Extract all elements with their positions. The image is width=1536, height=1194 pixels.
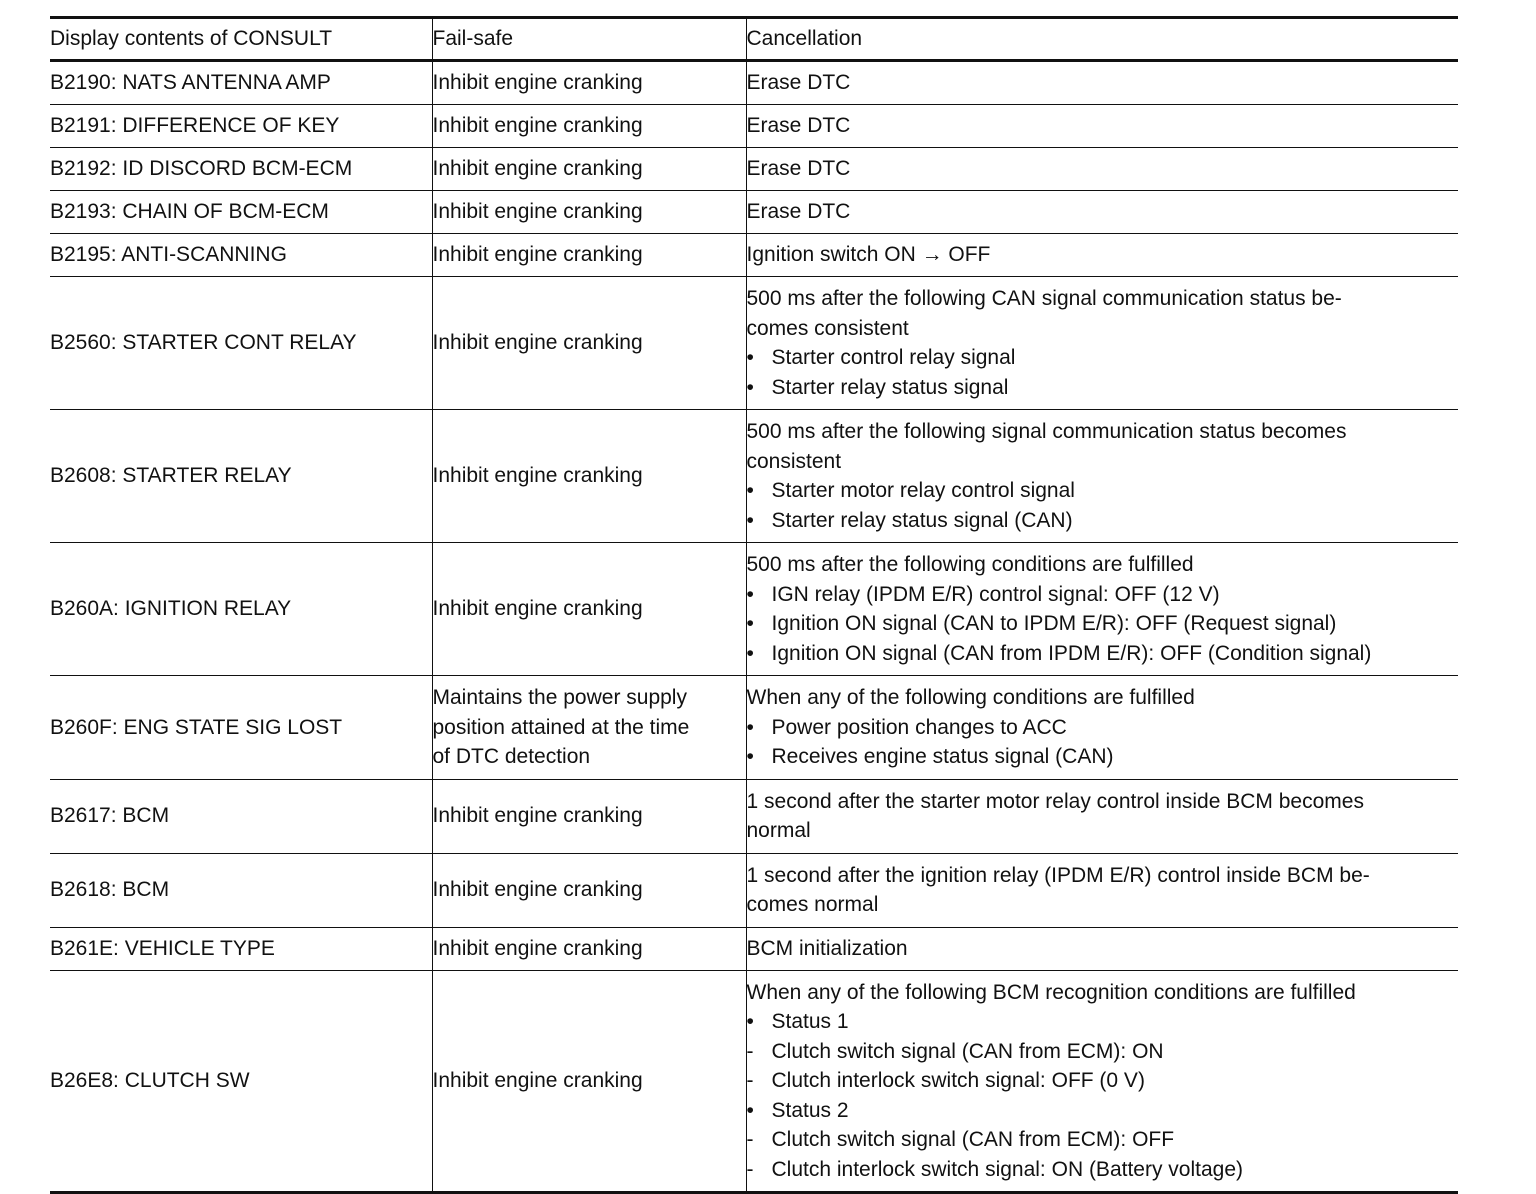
dtc-code-cell: B2560: STARTER CONT RELAY — [50, 277, 432, 410]
cancellation-cell — [746, 277, 1458, 410]
table-row — [50, 927, 1458, 970]
fail-safe-line: Inhibit engine cranking — [432, 936, 643, 960]
cancellation-list-item — [747, 506, 1459, 536]
cancellation-cell — [746, 105, 1458, 148]
list-item-text: Clutch interlock switch signal: ON (Battery voltage) — [771, 1157, 1244, 1181]
table-row — [50, 105, 1458, 148]
fail-safe-line: Inhibit engine cranking — [432, 243, 643, 267]
cancellation-list-item — [747, 1007, 1459, 1037]
cancellation-cell — [746, 543, 1458, 676]
fail-safe-line: Inhibit engine cranking — [432, 464, 643, 488]
dtc-code-cell: B2617: BCM — [50, 779, 432, 853]
table-row — [50, 148, 1458, 191]
fail-safe-cell — [432, 61, 746, 105]
list-item-text: IGN relay (IPDM E/R) control signal: OFF (12 V) — [771, 582, 1220, 606]
dtc-code-cell: B2608: STARTER RELAY — [50, 410, 432, 543]
list-item-text: Starter control relay signal — [771, 346, 1016, 369]
cancellation-line: comes normal — [746, 893, 879, 916]
fail-safe-line: Inhibit engine cranking — [432, 157, 643, 181]
cancellation-cell — [746, 676, 1458, 780]
list-marker: - — [746, 1157, 754, 1181]
cancellation-list-item — [747, 373, 1459, 403]
list-item-text: Receives engine status signal (CAN) — [771, 745, 1114, 768]
header-cancellation: Cancellation — [746, 27, 863, 51]
list-marker: - — [746, 1069, 754, 1092]
list-item-text: Clutch switch signal (CAN from ECM): ON — [771, 1039, 1164, 1063]
list-marker: • — [746, 641, 754, 665]
table-body — [50, 61, 1458, 1193]
fail-safe-line: Maintains the power supply — [432, 686, 687, 709]
table-row — [50, 61, 1458, 105]
cancellation-line: comes consistent — [746, 316, 909, 340]
cancellation-line: normal — [746, 819, 811, 842]
list-item-text: Starter motor relay control signal — [771, 479, 1075, 502]
list-marker: - — [746, 1039, 754, 1063]
table-row — [50, 970, 1458, 1193]
fail-safe-cell — [432, 105, 746, 148]
fail-safe-cell — [432, 234, 746, 277]
cancellation-line: Erase DTC — [746, 157, 851, 181]
cancellation-list-item — [747, 1125, 1459, 1155]
fail-safe-cell — [432, 779, 746, 853]
list-marker: • — [746, 715, 754, 739]
dtc-code-cell: B2195: ANTI-SCANNING — [50, 234, 432, 277]
fail-safe-cell — [432, 543, 746, 676]
table-row — [50, 853, 1458, 927]
dtc-code-cell: B2193: CHAIN OF BCM-ECM — [50, 191, 432, 234]
table-row — [50, 191, 1458, 234]
table-row — [50, 277, 1458, 410]
fail-safe-line: Inhibit engine cranking — [432, 804, 643, 828]
cancellation-line: When any of the following conditions are fulfilled — [746, 686, 1195, 709]
header-display-contents: Display contents of CONSULT — [50, 18, 432, 61]
fail-safe-cell — [432, 277, 746, 410]
list-marker: • — [746, 612, 754, 635]
fail-safe-line: Inhibit engine cranking — [432, 1069, 643, 1092]
cancellation-line: 500 ms after the following conditions are fulfilled — [746, 553, 1194, 576]
cancellation-list-item — [747, 609, 1459, 639]
cancellation-list-item — [747, 1155, 1459, 1185]
cancellation-line: 500 ms after the following CAN signal communication status be- — [746, 287, 1342, 310]
list-marker: • — [746, 1098, 754, 1122]
cancellation-line: consistent — [746, 449, 842, 473]
fail-safe-line: Inhibit engine cranking — [432, 114, 643, 138]
list-item-text: Clutch switch signal (CAN from ECM): OFF — [771, 1128, 1175, 1151]
fail-safe-line: Inhibit engine cranking — [432, 597, 643, 621]
table-row — [50, 543, 1458, 676]
cancellation-cell — [746, 853, 1458, 927]
fail-safe-line: Inhibit engine cranking — [432, 331, 643, 355]
list-item-text: Starter relay status signal (CAN) — [771, 508, 1073, 532]
list-item-text: Clutch interlock switch signal: OFF (0 V) — [771, 1069, 1145, 1092]
dtc-code-cell: B2192: ID DISCORD BCM-ECM — [50, 148, 432, 191]
fail-safe-cell — [432, 676, 746, 780]
list-marker: • — [746, 745, 754, 768]
list-marker: • — [746, 346, 754, 369]
fail-safe-table — [50, 16, 1458, 1194]
list-marker: • — [746, 375, 754, 399]
fail-safe-line: of DTC detection — [432, 745, 591, 768]
list-item-text: Ignition ON signal (CAN from IPDM E/R): OFF (Condition signal) — [771, 641, 1372, 665]
cancellation-cell — [746, 970, 1458, 1193]
cancellation-list-item — [747, 1066, 1459, 1096]
cancellation-list-item — [747, 476, 1459, 506]
dtc-code-cell: B260F: ENG STATE SIG LOST — [50, 676, 432, 780]
table-row — [50, 234, 1458, 277]
cancellation-line: 1 second after the ignition relay (IPDM E/R) control inside BCM be- — [746, 863, 1370, 887]
dtc-code-cell: B261E: VEHICLE TYPE — [50, 927, 432, 970]
cancellation-cell — [746, 234, 1458, 277]
dtc-code-cell: B26E8: CLUTCH SW — [50, 970, 432, 1193]
list-marker: • — [746, 479, 754, 502]
fail-safe-document — [50, 16, 1458, 1194]
cancellation-cell — [746, 410, 1458, 543]
dtc-code-cell: B2191: DIFFERENCE OF KEY — [50, 105, 432, 148]
cancellation-list-item — [747, 580, 1459, 610]
fail-safe-cell — [432, 148, 746, 191]
list-marker: • — [746, 508, 754, 532]
fail-safe-cell — [432, 191, 746, 234]
cancellation-list-item — [747, 713, 1459, 743]
cancellation-line: 500 ms after the following signal communication status becomes — [746, 420, 1347, 443]
list-item-text: Power position changes to ACC — [771, 715, 1067, 739]
cancellation-line: Erase DTC — [746, 71, 851, 95]
list-marker: • — [746, 1010, 754, 1033]
fail-safe-cell — [432, 927, 746, 970]
fail-safe-cell — [432, 970, 746, 1193]
cancellation-line: Erase DTC — [746, 200, 851, 224]
fail-safe-line: Inhibit engine cranking — [432, 878, 643, 902]
cancellation-list-item — [747, 1037, 1459, 1067]
table-row — [50, 676, 1458, 780]
cancellation-cell — [746, 191, 1458, 234]
cancellation-line: Erase DTC — [746, 114, 851, 138]
fail-safe-line: Inhibit engine cranking — [432, 71, 643, 95]
fail-safe-line: position attained at the time — [432, 715, 690, 739]
header-fail-safe: Fail-safe — [432, 18, 746, 61]
list-marker: • — [746, 582, 754, 606]
table-header-row — [50, 18, 1458, 61]
cancellation-cell — [746, 927, 1458, 970]
table-row — [50, 410, 1458, 543]
cancellation-cell — [746, 779, 1458, 853]
cancellation-line: Ignition switch ON → OFF — [746, 243, 991, 267]
fail-safe-cell — [432, 853, 746, 927]
dtc-code-cell: B2618: BCM — [50, 853, 432, 927]
cancellation-cell — [746, 148, 1458, 191]
cancellation-cell — [746, 61, 1458, 105]
cancellation-list-item — [747, 742, 1459, 772]
fail-safe-cell — [432, 410, 746, 543]
cancellation-list-item — [747, 343, 1459, 373]
list-item-text: Status 2 — [771, 1098, 849, 1122]
list-item-text: Ignition ON signal (CAN to IPDM E/R): OFF (Request signal) — [771, 612, 1337, 635]
cancellation-line: BCM initialization — [746, 936, 908, 960]
cancellation-line: When any of the following BCM recognition conditions are fulfilled — [746, 980, 1356, 1004]
fail-safe-line: Inhibit engine cranking — [432, 200, 643, 224]
dtc-code-cell: B260A: IGNITION RELAY — [50, 543, 432, 676]
table-row — [50, 779, 1458, 853]
dtc-code-cell: B2190: NATS ANTENNA AMP — [50, 61, 432, 105]
cancellation-line: 1 second after the starter motor relay control inside BCM becomes — [746, 789, 1364, 813]
cancellation-list-item — [747, 1096, 1459, 1126]
cancellation-list-item — [747, 639, 1459, 669]
list-item-text: Status 1 — [771, 1010, 849, 1033]
list-marker: - — [746, 1128, 754, 1151]
list-item-text: Starter relay status signal — [771, 375, 1009, 399]
